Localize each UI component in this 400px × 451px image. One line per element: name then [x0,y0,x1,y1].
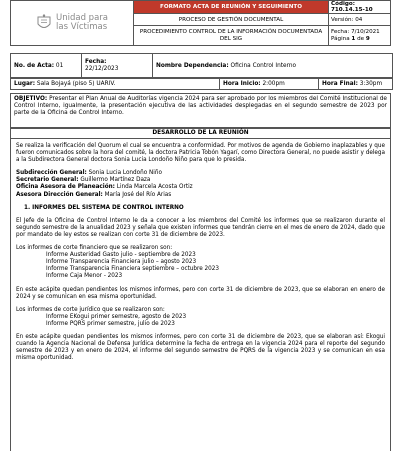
form-date: Fecha: 7/10/2021 [331,28,380,35]
location-time-row [10,78,393,90]
dependency: Nombre Dependencia: Oficina Control Interno [156,62,297,69]
quorum-paragraph: Se realiza la verificación del Quorum el cual se encuentra a conformidad. Por motivos de agenda de Gobierno inaplazables y que fueron comunicados sobre la hora del comité, la doctora Patricia Tobón Yagarí, como Directora General, no puede asistir y delega a la Subdirectora General doctora Sonia Lucia Londoño Niño para que lo presida. [16,143,385,164]
logo-line-1: Unidad para [56,13,108,23]
attendee-item: Secretario General: Guillermo Martínez Daza [16,177,151,184]
list-item: Informe Transparencia Financiera septiembre – octubre 2023 [46,266,220,273]
start-time: Hora Inicio: 2:00pm [220,79,319,89]
form-version: Versión: 04 [329,14,391,26]
attendee-item: Asesora Dirección General: María José del Río Arias [16,191,172,198]
financial-pending-paragraph: En este acápite quedan pendientes los mismos informes, pero con corte 31 de diciembre de 2023, que se elaboran en enero de 2024 y se comunican en esa misma oportunidad. [16,286,385,300]
process-name: PROCESO DE GESTIÓN DOCUMENTAL [134,14,329,26]
form-title-banner: FORMATO ACTA DE REUNIÓN Y SEGUIMIENTO [134,1,329,14]
crest-icon [36,14,52,32]
objective-label: OBJETIVO: [14,96,48,102]
institution-logo [13,6,131,40]
list-item: Informe Transparencia Financiera julio – agosto 2023 [46,259,197,266]
document-header [10,0,391,46]
list-item: Informe Austeridad Gasto julio - septiembre de 2023 [46,252,196,259]
end-time: Hora Final: 3:30pm [322,81,383,87]
attendee-item: Oficina Asesora de Planeación: Linda Marcela Acosta Ortiz [16,184,193,191]
acta-info-row [10,53,393,78]
page-indicator: Página 1 de 9 [331,35,370,42]
development-body [11,139,390,372]
list-item: Informe EKogui primer semestre, agosto de 2023 [46,313,187,320]
form-date-page [329,26,391,46]
meeting-development [10,127,391,451]
meeting-location: Lugar: Sala Bojayá (piso 5) UARIV. [11,79,220,89]
objective-box [10,93,391,129]
form-code: Código: 710.14.15-10 [329,1,391,14]
legal-intro: Los informes de corte jurídico que se realizaron son: [16,306,165,313]
legal-pending-paragraph: En este acápite quedan pendientes los mismos informes, pero con corte 31 de diciembre de 2023, que se elaboran así: Ekogui cuando la Agencia Nacional de Defensa Jurídica determine la fecha de entrega en la vigencia 2024 para el reporte del segundo semestre de 2023 y en enero de 2024, el informe del segundo semestre de PQRS de la vigencia 2023 y se comunican en esa misma oportunidad. [16,333,385,362]
logo-cell [11,1,134,46]
financial-intro: Los informes de corte financiero que se realizaron son: [16,245,173,252]
acta-date: Fecha: 22/12/2023 [82,54,153,77]
attendee-item: Subdirección General: Sonia Lucia Londoño Niño [16,170,162,177]
procedure-name: PROCEDIMIENTO CONTROL DE LA INFORMACIÓN DOCUMENTADA DEL SIG [134,26,329,46]
acta-number: No. de Acta: 01 [11,54,82,77]
list-item: Informe Caja Menor - 2023 [46,273,123,280]
list-item: Informe PQRS primer semestre, julio de 2023 [46,320,175,327]
financial-reports [16,245,385,280]
reports-paragraph: El Jefe de la Oficina de Control Interno le da a conocer a los miembros del Comité los informes que se realizaron durante el segundo semestre de la anualidad 2023 y señala que existen informes que tendrán cierre en el mes de enero de 2024, dado que por mandato de ley estos se realizan con corte 31 de diciembre de 2023. [16,217,385,238]
legal-reports [16,307,385,328]
attendee-list [16,170,385,198]
logo-line-2: las Víctimas [56,22,108,32]
objective-text: Presentar el Plan Anual de Auditorías vigencia 2024 para ser aprobado por los miembros del Comité Institucional de Control Interno, igualmente, la presentación ejecutiva de las actividades desplegadas en el segundo semestre de 2023 por parte de la Oficina de Control Interno. [14,96,387,117]
development-title: DESARROLLO DE LA REUNIÓN [11,128,390,139]
section-heading: 1. INFORMES DEL SISTEMA DE CONTROL INTERNO [24,204,184,211]
